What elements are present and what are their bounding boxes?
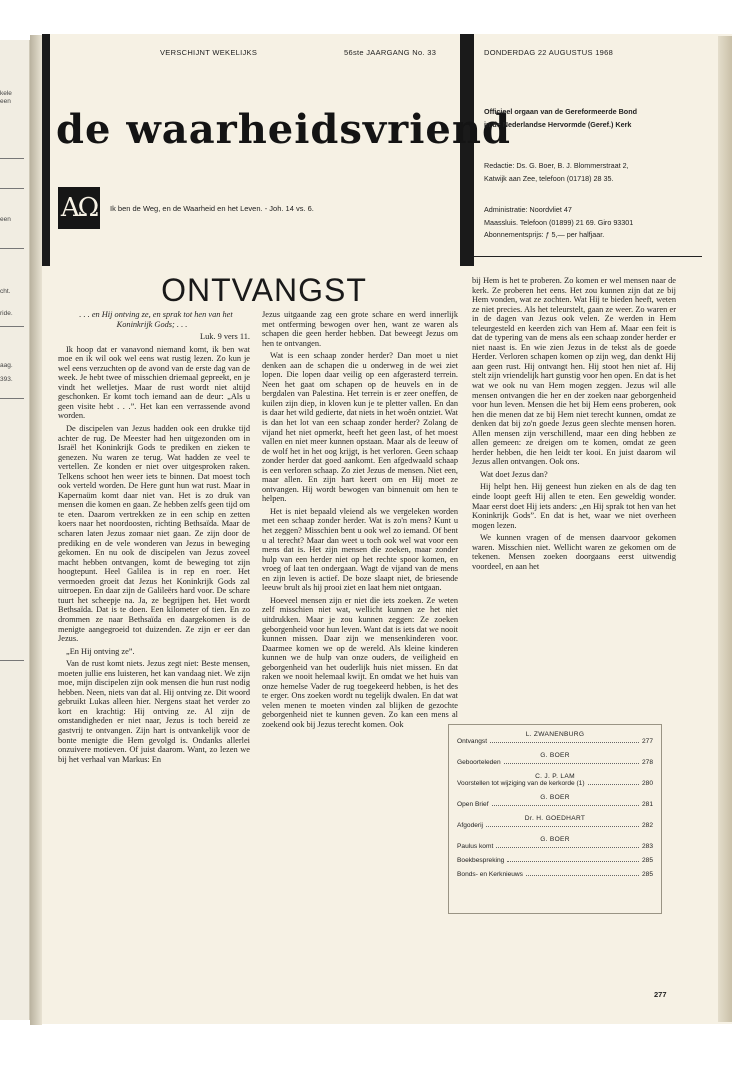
table-of-contents bbox=[448, 724, 662, 914]
date-line: DONDERDAG 22 AUGUSTUS 1968 bbox=[484, 48, 614, 57]
previous-page-strip bbox=[0, 40, 30, 1020]
editorial-info: Redactie: Ds. G. Boer, B. J. Blommerstraat 2, Katwijk aan Zee, telefoon (01718) 28 35. bbox=[484, 161, 629, 183]
article-column-1 bbox=[58, 310, 250, 764]
paragraph: Hoeveel mensen zijn er niet die iets zoeken. Ze weten zelf misschien niet wat, wellicht kunnen ze het niet uitdrukken. Maar je zou kunnen zeggen: Ze zoeken geborgenheid voor hun leven. Want dat is iets dat we nooit kunnen missen. Daar zijn we mensenkinderen voor. Daarmee komen we op de wereld. Als kleine kinderen kunnen we de hulp van onze ouders, de veiligheid en geborgenheid van het ouderlijk huis niet missen. En dat raken we nooit helemaal kwijt. En omdat we het huis van onze hemelse Vader de rug toegekeerd hebben, is het des te erger. Ons zoeken wordt nu tegelijk dwalen. En dat wat velen menen te moeten vinden zal blijken de gezochte geborgenheid niet te kunnen geven. Zo kan een mens al zoekend ook bij Jezus terecht komen. Ook bbox=[262, 595, 458, 729]
toc-entry: G. BOER Paulus komt 283 bbox=[457, 836, 653, 850]
page-number: 277 bbox=[654, 990, 667, 999]
paragraph: De discipelen van Jezus hadden ook een drukke tijd achter de rug. De Meester had hen uitgezonden om in Israël het Koninkrijk Gods te prediken en zieken te genezen. Nu waren ze terug. Wat hadden ze veel te vertellen. Ze konden er niet over uitgesproken raken. Telkens schoot hen weer iets te binnen. Dat moest toch ook verteld worden. De Here gunt hun wat rust. Maar in Kapernaüm komt daar niet van. Het is zo druk van mensen die komen en gaan. Ze hebben zelfs geen tijd om te eten. Daarom vertrekken ze in een schip en zetten koers naar het noordoosten, richting Bethsaïda. Maar de scharen laten Jezus zomaar niet gaan. Ze zijn door de prediking en de vele wonderen van Jezus in beweging gekomen. En nu ook de discipelen van Jezus zoveel macht hebben ontvangen, komt de beweging tot zijn hoogtepunt. Heel Galilea is in rep en roer. Het vermoeden groeit dat Jezus het Koninkrijk Gods zal uitroepen. En daar zijn de Galileërs hard voor. De schare tuurt het scheepje na. Ja, ze begrijpen het. Het wordt Bethsaïda. Dat is te doen. Een kilometer of tien. En zo drommen ze naar Bethsaïda en daargekomen is de menigte aangegroeid tot duizenden. Ze zijn er eer dan Jezus. bbox=[58, 424, 250, 644]
prev-page-fragment: een bbox=[0, 216, 11, 223]
article-column-2 bbox=[262, 310, 458, 730]
administration-info: Administratie: Noordvliet 47 Maassluis. Telefoon (01899) 21 69. Giro 93301 Abonnementsprijs: ƒ 5,— per halfjaar. bbox=[484, 205, 634, 240]
prev-page-fragment: cht. bbox=[0, 288, 11, 295]
paragraph: Ik hoop dat er vanavond niemand komt, ik ben wat moe en ik wil ook wel eens wat rustig lezen. Zo kun je wel eens verzuchten op de avond van de erste dag van de week. Je hebt twee of misschien driemaal gepreekt, en je vindt het welletjes. Maar de rust wordt niet altijd geschonken. Er komt toch iemand aan de deur: „Als u geen visite hebt . . .”. Het kan een verrassende avond worden. bbox=[58, 344, 250, 421]
header-rule bbox=[474, 256, 702, 257]
binding-gutter bbox=[30, 35, 42, 1025]
paragraph: Van de rust komt niets. Jezus zegt niet: Beste mensen, moeten jullie ens luisteren, het kan vandaag niet. We zijn moe, mijn discipelen zijn ook mensen die hun rust nodig hebben. Neen, niets van dat al. Hij ontving ze. Dit woord gebruikt Lukas alleen hier. Nergens staat het verder zo kort en krachtig: Hij ontving ze. Al zijn de omstandigheden er niet naar, Jezus is toch bereid ze gastvrij te ontvangen. Zijn hart is ontvankelijk voor de bonte menigte die Hem gevolgd is. Ondanks allerlei onzuivere motieven. Of juist daarom. Want, zo lezen we bij het verhaal van Markus: En bbox=[58, 659, 250, 764]
toc-entry: G. BOER Open Brief 281 bbox=[457, 794, 653, 808]
alpha-omega-logo: AΩ bbox=[58, 187, 100, 229]
prev-page-fragment: ride. bbox=[0, 310, 13, 317]
paragraph: „En Hij ontving ze”. bbox=[66, 646, 135, 656]
page-edge bbox=[718, 36, 732, 1022]
article-column-3 bbox=[472, 276, 676, 571]
article-headline: ONTVANGST bbox=[161, 272, 367, 308]
motto: Ik ben de Weg, en de Waarheid en het Leven. - Joh. 14 vs. 6. bbox=[110, 204, 314, 213]
bible-verse-reference: Luk. 9 vers 11. bbox=[200, 332, 250, 342]
newspaper-page bbox=[42, 34, 732, 1024]
bible-verse: . . . en Hij ontving ze, en sprak tot hen van het Koninkrijk Gods; . . . bbox=[79, 310, 233, 329]
toc-entry: C. J. P. LAM Voorstellen tot wijziging van de kerkorde (1) 280 bbox=[457, 773, 653, 787]
paragraph: Het is niet bepaald vleiend als we vergeleken worden met een schaap zonder herder. Wat is zo'n mens? Kunt u het zeggen? Misschien bent u ook wel zo iemand. Of bent u al terecht? Maar dan weet u toch ook wel wat voor een mens dat is. Het zijn mensen die zoeken, maar zonder hulp van een herder niet op het rechte spoor komen, en vroeg of laat ten ondergaan. Wagt de vijand van de mens en zijn leven is actief. De boze slaapt niet, de briesende leeuw brult als hij prooi ziet en laat hem niet ontgaan. bbox=[262, 506, 458, 593]
masthead-title: de waarheidsvriend bbox=[56, 106, 511, 153]
toc-entry: Dr. H. GOEDHART Afgoderij 282 bbox=[457, 815, 653, 829]
paragraph: Jezus uitgaande zag een grote schare en werd innerlijk met ontferming bewogen over hen, want ze waren als schapen die geen herder hebben. Dat beweegt Jezus om hen te ontvangen. bbox=[262, 310, 458, 348]
frequency-line: VERSCHIJNT WEKELIJKS bbox=[160, 48, 258, 57]
prev-page-fragment: 393. bbox=[0, 376, 13, 383]
paragraph: We kunnen vragen of de mensen daarvoor gekomen waren. Misschien niet. Wellicht waren ze gekomen om de tekenen. Mensen zoeken doorgaans eerst uitwendig voordeel, en aan het bbox=[472, 533, 676, 571]
toc-entry: Bonds- en Kerknieuws 285 bbox=[457, 871, 653, 878]
toc-entry: Boekbespreking 285 bbox=[457, 857, 653, 864]
paragraph: Hij helpt hen. Hij geneest hun zieken en als de dag ten einde loopt geeft Hij allen te eten. Een geweldig wonder. Maar eerst doet Hij iets anders: „en Hij sprak tot hen van het Koninkrijk Gods”. En dat is het, waar we niet overheen mogen lezen. bbox=[472, 482, 676, 530]
organ-info: Officieel orgaan van de Gereformeerde Bond in de Nederlandse Hervormde (Geref.) Kerk bbox=[484, 107, 637, 129]
paragraph: bij Hem is het te proberen. Zo komen er wel mensen naar de kerk. Ze proberen het eens. Het zou kunnen zijn dat ze bij Hem vonden, wat ze zochten. Wat Hij te bieden heeft, weten ze niet precies. Als het teleurstelt, gaan ze weer. Zo waren er in de dagen van Jezus ook velen. Ze werden in Hem teleurgesteld en keerden zich van Hem af. Maar een feit is dat de typering van de mens als een schaap zonder herder er niet naast is. En wie zien Jezus in de tekst als de goede Herder. Verloren schapen komen op zijn weg, dan denkt Hij aan geen rust. Hij ontvangt hen. Hij stoot hen niet af. Hij stelt zijn vriendelijk hart gunstig voor hen open. En dat is het wat we ook nu van Hem mogen zeggen. Jezus wil alle mensen ontvangen die her en der zoeken naar geborgenheid voor hun leven. Mensen die het bij Hem eens proberen, ook hen die menen dat ze bij Hem niet terecht kunnen, omdat ze denken dat bij zo'n goede Jezus geen slechte mensen horen. Allen mensen zijn verschillend, maar een ding hebben ze allen gemeen: ze dreigen om te komen, omdat ze geen herder hebben, die hen leidt ter kooi. En juist daarom wil Jezus allen ontvangen. Ook ons. bbox=[472, 276, 676, 467]
paragraph: Wat is een schaap zonder herder? Dan moet u niet denken aan de schapen die u onderweg in de wei ziet lopen. Die lopen daar veilig op een afgerasterd terrein. Neen het gaat om schapen op de heuvels en in de bergdalen van Palestina. Het terrein is er zeer oneffen, de kuilen zijn diep, in kloven kun je te pletter vallen. En dan is daar het wild gedierte, dat niets in het woên ontziet. Wat is dan het lot van een schaap zonder herder? Zolang de vijand het niet opmerkt, heeft het geen last, of het moest vallen en niet meer kunnen opstaan. Maar als de leeuw of de wolf het in het oog krijgt, is het verloren. Geen schaap zonder herder dat goed aankomt. Een afgedwaald schaap is een verloren schaap. Zo ziet Jezus de mensen. Niet een, maar allen. En zijn hart keert om en Hij moet ze ontvangen. Hij wordt bewogen van binnenuit om hen te helpen. bbox=[262, 351, 458, 504]
toc-entry: L. ZWANENBURG Ontvangst 277 bbox=[457, 731, 653, 745]
paragraph: Wat doet Jezus dan? bbox=[480, 469, 548, 479]
volume-line: 56ste JAARGANG No. 33 bbox=[344, 48, 437, 57]
prev-page-fragment: een bbox=[0, 98, 11, 105]
prev-page-fragment: kele bbox=[0, 90, 12, 97]
prev-page-fragment: aag. bbox=[0, 362, 13, 369]
masthead-bar-left bbox=[42, 34, 50, 266]
toc-entry: G. BOER Geboorteleden 278 bbox=[457, 752, 653, 766]
